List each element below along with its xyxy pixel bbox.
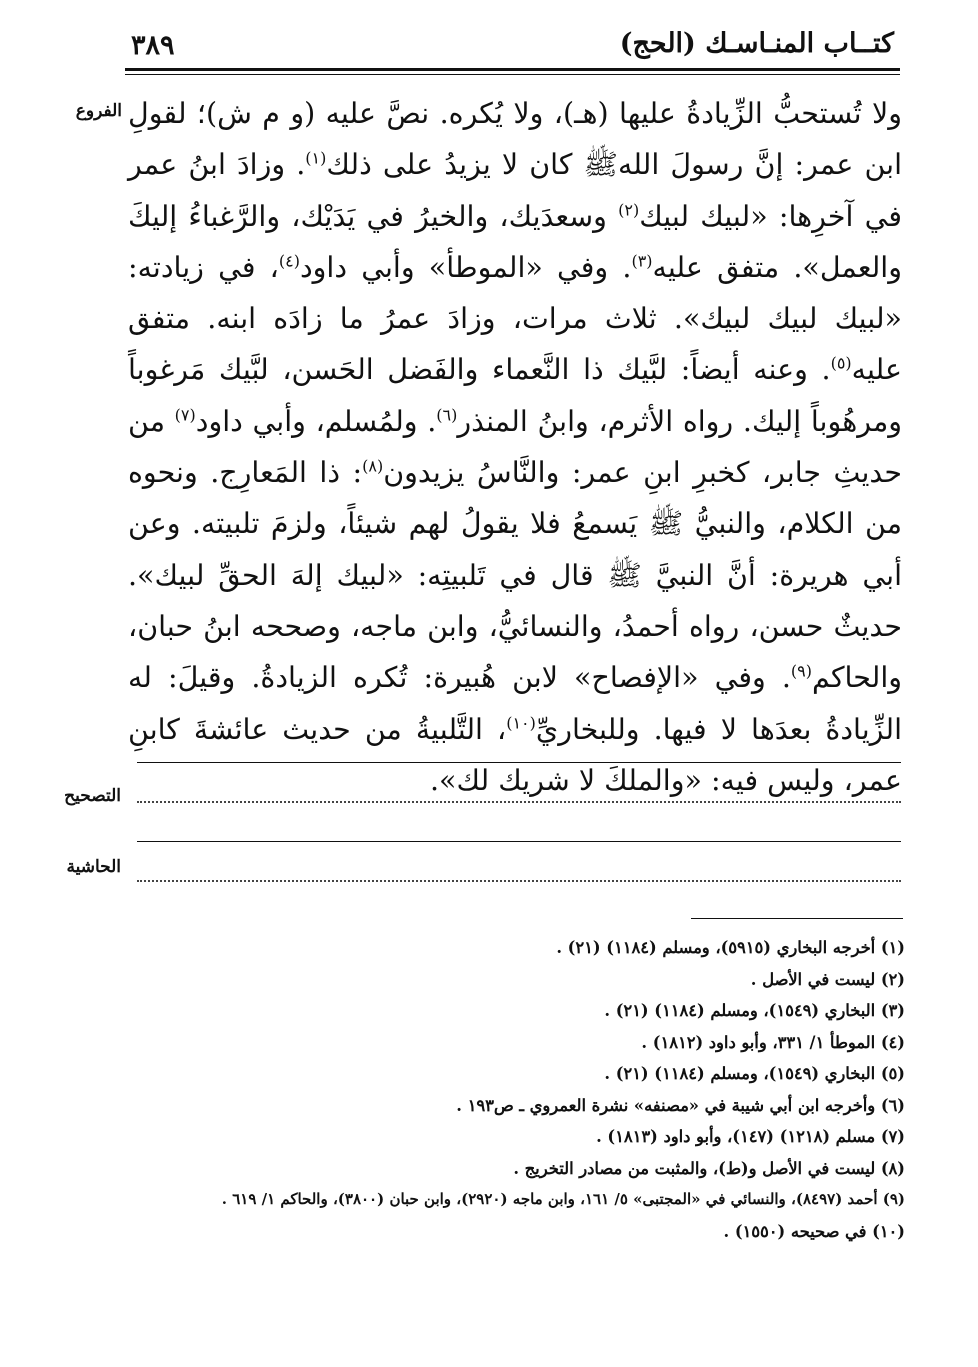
footnote-ref: (٢) bbox=[618, 200, 640, 220]
footnote: (١٠) في صحيحه (١٥٥٠) . bbox=[723, 1221, 905, 1241]
main-text-segment: . ولمُسلم، وأبي داود bbox=[195, 404, 437, 438]
footnote: (٥) البخاري (١٥٤٩)، ومسلم (١١٨٤) (٢١) . bbox=[604, 1064, 905, 1083]
section-label: الفروع bbox=[75, 101, 122, 121]
footnotes-list bbox=[120, 932, 905, 1247]
annotation-dotted-line bbox=[137, 880, 901, 882]
footnote-ref: (٤) bbox=[278, 251, 300, 271]
main-text-segment: . وفي «الإفصاح» لابن هُبيرة: تُكره الزيادةُ. وقيلَ: له الزِّيادةُ بعدَها لا فيها. وللبخاريِّ bbox=[128, 661, 902, 746]
footnote-ref: (٥) bbox=[830, 353, 852, 373]
footnote: (٢) ليست في الأصل . bbox=[750, 969, 905, 989]
main-text-segment: ولا تُستحبُّ الزِّيادةُ عليها (هـ)، ولا يُكره. نصَّ عليه (و م ش)؛ لقولِ ابن عمر: إنَّ رسولَ اللهﷺ كان لا يزيدُ على ذلك bbox=[128, 97, 902, 182]
page-header bbox=[125, 22, 900, 71]
footnote: (٩) أحمد (٨٤٩٧)، والنسائي في «المجتبى» ٥/ ١٦١، وابن ماجه (٢٩٢٠)، وابن حبان (٣٨٠٠)، والحاكم ١/ ٦١٩ . bbox=[221, 1190, 905, 1208]
book-title: كتــاب المنـاسـك (الحج) bbox=[619, 28, 894, 59]
footnote-ref: (٦) bbox=[436, 405, 458, 425]
main-text bbox=[128, 88, 902, 806]
main-text-segment: : ذا المَعارِج. ونحوه من الكلام، والنبيُّ ﷺ يَسمعُ فلا يقولُ لهم شيئاً، ولزمَ تلبيته. وعن أبي هريرة: أنَّ النبيَّ ﷺ قال في تَلبيتِه: «لبيك إلهَ الحقِّ لبيك». حديثٌ حسن، رواه أحمدُ، والنسائيُّ، وابن ماجه، وصححه ابنُ حبان، والحاكم bbox=[128, 456, 902, 695]
main-text-segment: ، التَّلبيةُ من حديث عائشةَ كابنِ عمر، وليس فيه: «والملكَ لا شريك لك». bbox=[128, 712, 902, 797]
correction-top-rule bbox=[137, 762, 901, 763]
correction-dotted-line bbox=[137, 801, 901, 803]
page-number: ٣٨٩ bbox=[131, 30, 175, 61]
main-text-segment: . وزادَ ابنُ عمر في آخرِها: «لبيك لبيك bbox=[128, 148, 902, 233]
footnote: (١) أخرجه البخاري (٥٩١٥)، ومسلم (١١٨٤) (٢١) . bbox=[556, 938, 905, 957]
footnote: (٨) ليست في الأصل و(ط)، والمثبت من مصادر التخريج . bbox=[513, 1158, 905, 1178]
footnote-separator bbox=[691, 918, 903, 919]
footnote-ref: (٧) bbox=[174, 405, 196, 425]
footnote-ref: (١٠) bbox=[506, 713, 536, 733]
main-text-segment: وسعدَيك، والخيرُ في يَدَيْك، والرَّغباءُ إليكَ والعمل». متفق عليه bbox=[128, 199, 902, 284]
annotation-top-rule bbox=[137, 841, 901, 842]
footnote: (٦) وأخرجه ابن أبي شيبة في «مصنفه» نشرة العمروي ـ ص١٩٣ . bbox=[456, 1095, 905, 1115]
main-text-segment: من حديثِ جابر، كخبرِ ابنِ عمر: والنَّاسُ يزيدون bbox=[128, 404, 902, 490]
main-text-segment: . وفي «الموطأ» وأبي داود bbox=[299, 250, 632, 284]
correction-label: التصحيح bbox=[64, 786, 121, 806]
footnote: (٤) الموطأ ١/ ٣٣١، وأبو داود (١٨١٢) . bbox=[641, 1032, 905, 1052]
footnote: (٣) البخاري (١٥٤٩)، ومسلم (١١٨٤) (٢١) . bbox=[604, 1001, 905, 1020]
footnote-ref: (١) bbox=[305, 148, 327, 168]
footnote-ref: (٣) bbox=[631, 251, 653, 271]
footnote-ref: (٩) bbox=[790, 661, 813, 681]
footnote-ref: (٨) bbox=[362, 456, 384, 476]
annotation-label: الحاشية bbox=[66, 857, 121, 877]
main-text-segment: . وعنه أيضاً: لبَّيك ذا النَّعماء والفَضل الحَسن، لبَّيك مَرغوباً ومرهُوباً إليك. رواه الأثرم، وابنُ المنذر bbox=[128, 353, 902, 438]
main-text-segment: ، في زيادته: «لبيك لبيك لبيك». ثلاث مرات، وزادَ عمرُ ما زادَه ابنه. متفق عليه bbox=[128, 250, 902, 387]
footnote: (٧) مسلم (١٢١٨) (١٤٧)، وأبو داود (١٨١٣) . bbox=[596, 1127, 905, 1146]
